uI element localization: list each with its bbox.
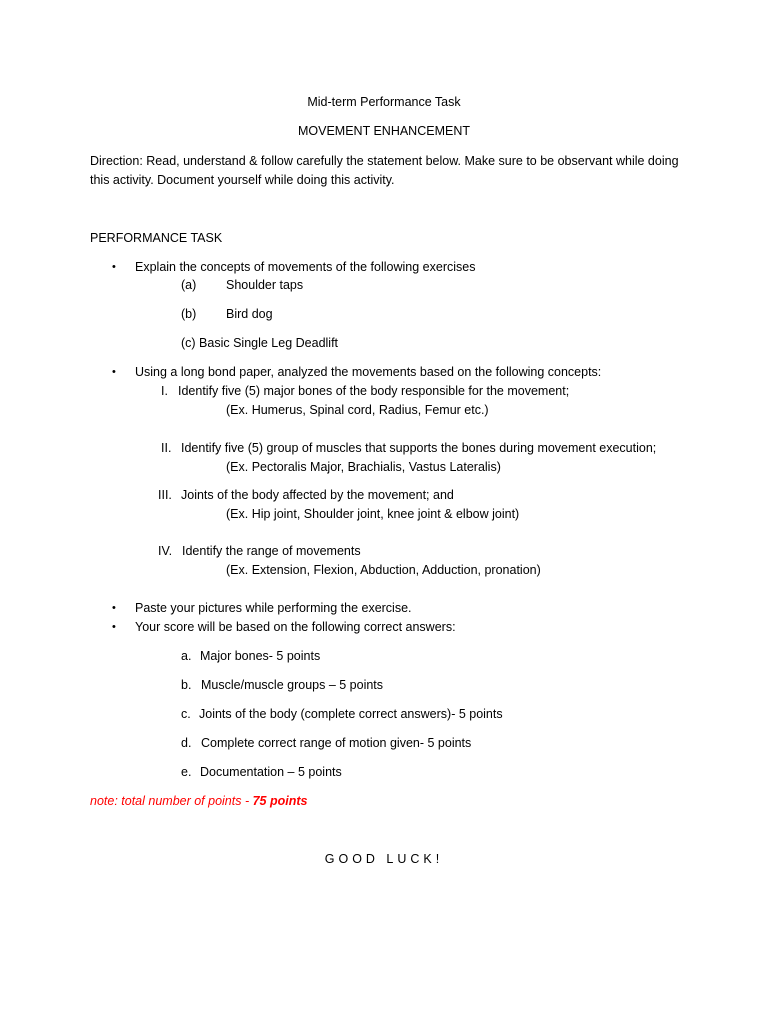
exercise-item: Shoulder taps <box>226 278 304 292</box>
score-item: Major bones- 5 points <box>200 649 321 663</box>
note-prefix: note: total number of points - <box>90 794 253 808</box>
concept-number: III. <box>158 488 172 502</box>
direction-paragraph: Direction: Read, understand & follow carefully the statement below. Make sure to be observant while doing this activity. Document yourself while doing this activity. <box>90 154 679 187</box>
score-item: Muscle/muscle groups – 5 points <box>201 678 384 692</box>
bullet-analyze-movements: Using a long bond paper, analyzed the movements based on the following concepts: <box>135 365 602 379</box>
exercise-item: (c) Basic Single Leg Deadlift <box>181 336 339 350</box>
bullet-icon: • <box>112 621 116 633</box>
bullet-paste-pictures: Paste your pictures while performing the exercise. <box>135 601 412 615</box>
score-item: Complete correct range of motion given- 5 points <box>201 736 472 750</box>
concept-number: I. <box>161 384 168 398</box>
note-total: 75 points <box>252 794 308 808</box>
score-item: Joints of the body (complete correct answers)- 5 points <box>199 707 503 721</box>
total-points-note <box>90 793 307 809</box>
exercise-label: (a) <box>181 278 197 292</box>
concept-text: Identify five (5) group of muscles that supports the bones during movement execution; <box>181 441 657 455</box>
score-label: a. <box>181 649 192 663</box>
document-subtitle: MOVEMENT ENHANCEMENT <box>297 124 470 138</box>
exercise-label: (b) <box>181 307 197 321</box>
concept-example: (Ex. Hip joint, Shoulder joint, knee joint & elbow joint) <box>226 507 520 521</box>
score-label: d. <box>181 736 192 750</box>
concept-text: Identify the range of movements <box>182 544 361 558</box>
section-heading: PERFORMANCE TASK <box>90 231 223 245</box>
concept-text: Identify five (5) major bones of the body responsible for the movement; <box>178 384 570 398</box>
concept-number: II. <box>161 441 172 455</box>
score-label: b. <box>181 678 192 692</box>
concept-text: Joints of the body affected by the movement; and <box>181 488 454 502</box>
concept-number: IV. <box>158 544 173 558</box>
document-title: Mid-term Performance Task <box>307 95 461 109</box>
score-label: c. <box>181 707 191 721</box>
concept-example: (Ex. Humerus, Spinal cord, Radius, Femur etc.) <box>226 403 489 417</box>
bullet-icon: • <box>112 366 116 378</box>
bullet-explain-concepts: Explain the concepts of movements of the following exercises <box>135 260 476 274</box>
closing-message: GOOD LUCK! <box>324 852 444 866</box>
concept-example: (Ex. Extension, Flexion, Abduction, Adduction, pronation) <box>226 563 541 577</box>
concept-example: (Ex. Pectoralis Major, Brachialis, Vastus Lateralis) <box>226 460 501 474</box>
score-item: Documentation – 5 points <box>200 765 342 779</box>
exercise-item: Bird dog <box>226 307 273 321</box>
bullet-icon: • <box>112 602 116 614</box>
bullet-score-basis: Your score will be based on the following correct answers: <box>135 620 456 634</box>
score-label: e. <box>181 765 192 779</box>
bullet-icon: • <box>112 261 116 273</box>
